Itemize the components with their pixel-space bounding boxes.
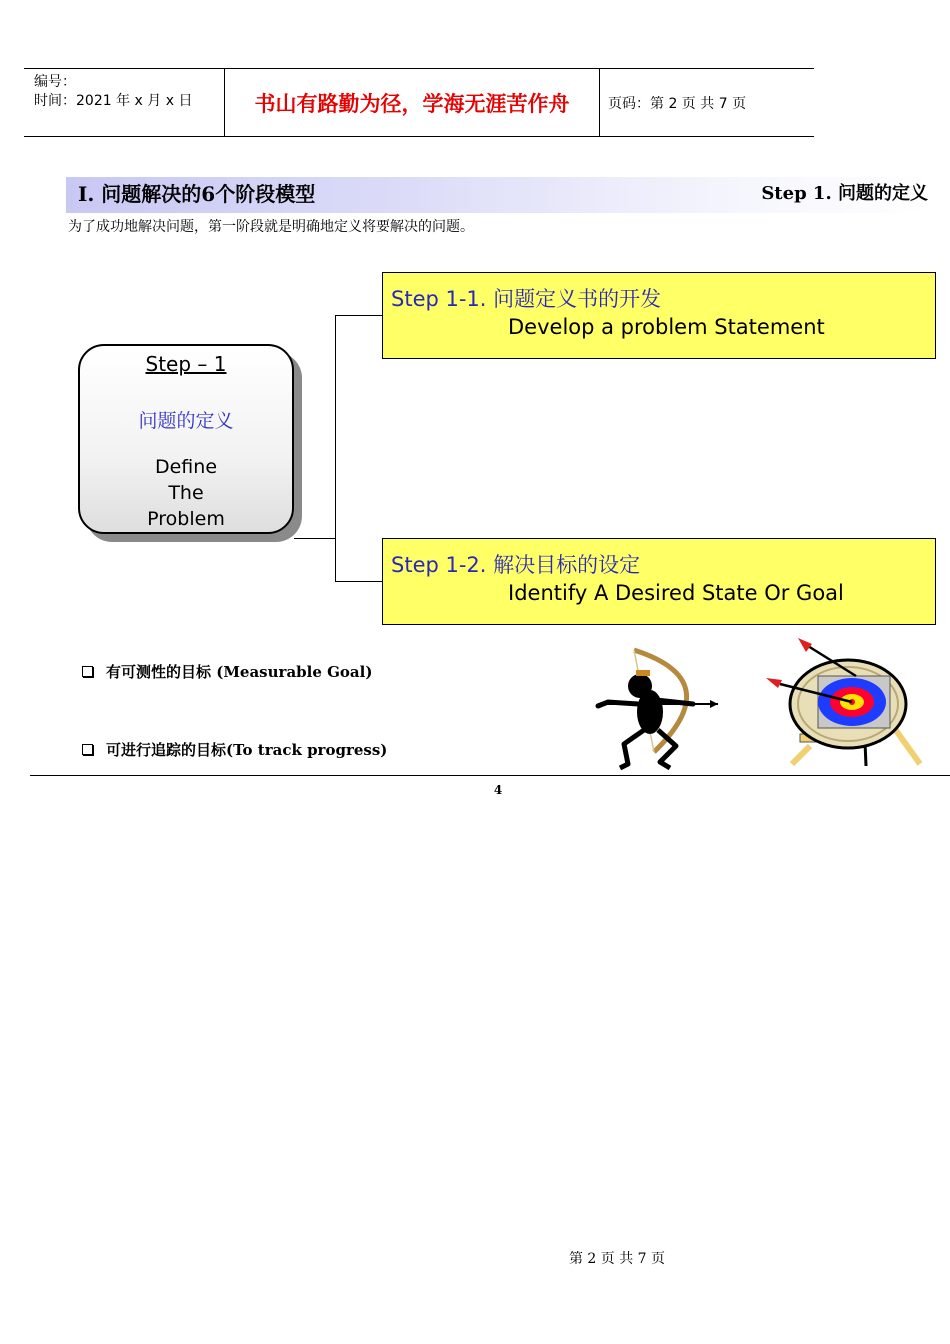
substep-box-2 (382, 538, 936, 625)
substep-subtitle: Identify A Desired State Or Goal (508, 581, 844, 605)
date-label: 时间：2021 年 x 月 x 日 (34, 93, 193, 109)
connector-horizontal (294, 538, 336, 539)
connector-top (335, 315, 383, 316)
section-title: I. 问题解决的6个阶段模型 (78, 182, 316, 206)
step-box (78, 344, 294, 534)
document-header (24, 68, 814, 137)
page-number: 4 (493, 783, 503, 797)
substep-subtitle: Develop a problem Statement (508, 315, 825, 339)
step-heading: Step – 1 (145, 352, 227, 376)
step-en-line3: Problem (147, 508, 225, 530)
header-page-info: 页码：第 2 页 共 7 页 (608, 95, 747, 112)
header-motto: 书山有路勤为径，学海无涯苦作舟 (224, 69, 600, 136)
bullet-text: 可进行追踪的目标(To track progress) (106, 741, 388, 759)
archer-icon (578, 640, 728, 772)
step-en-line2: The (168, 482, 204, 504)
section-step-label: Step 1. 问题的定义 (761, 183, 928, 204)
step-en-line1: Define (154, 456, 218, 478)
connector-vertical (335, 315, 336, 582)
checkbox-bullet-icon (82, 666, 93, 677)
bullet-text: 有可测性的目标 (Measurable Goal) (106, 663, 373, 681)
bottom-rule (30, 775, 950, 776)
substep-box-1 (382, 272, 936, 359)
connector-bottom (335, 581, 383, 582)
step-en-title (80, 454, 292, 532)
substep-title: Step 1-1. 问题定义书的开发 (391, 287, 662, 311)
bullet-item (82, 739, 387, 760)
bullet-item (82, 661, 372, 682)
substep-title: Step 1-2. 解决目标的设定 (391, 553, 641, 577)
serial-label: 编号： (34, 74, 76, 90)
checkbox-bullet-icon (82, 744, 93, 755)
target-icon (760, 636, 930, 770)
intro-text: 为了成功地解决问题，第一阶段就是明确地定义将要解决的问题。 (68, 219, 474, 235)
step-cn-title: 问题的定义 (138, 410, 234, 432)
page-footer: 第 2 页 共 7 页 (568, 1251, 666, 1267)
header-meta (24, 69, 224, 136)
